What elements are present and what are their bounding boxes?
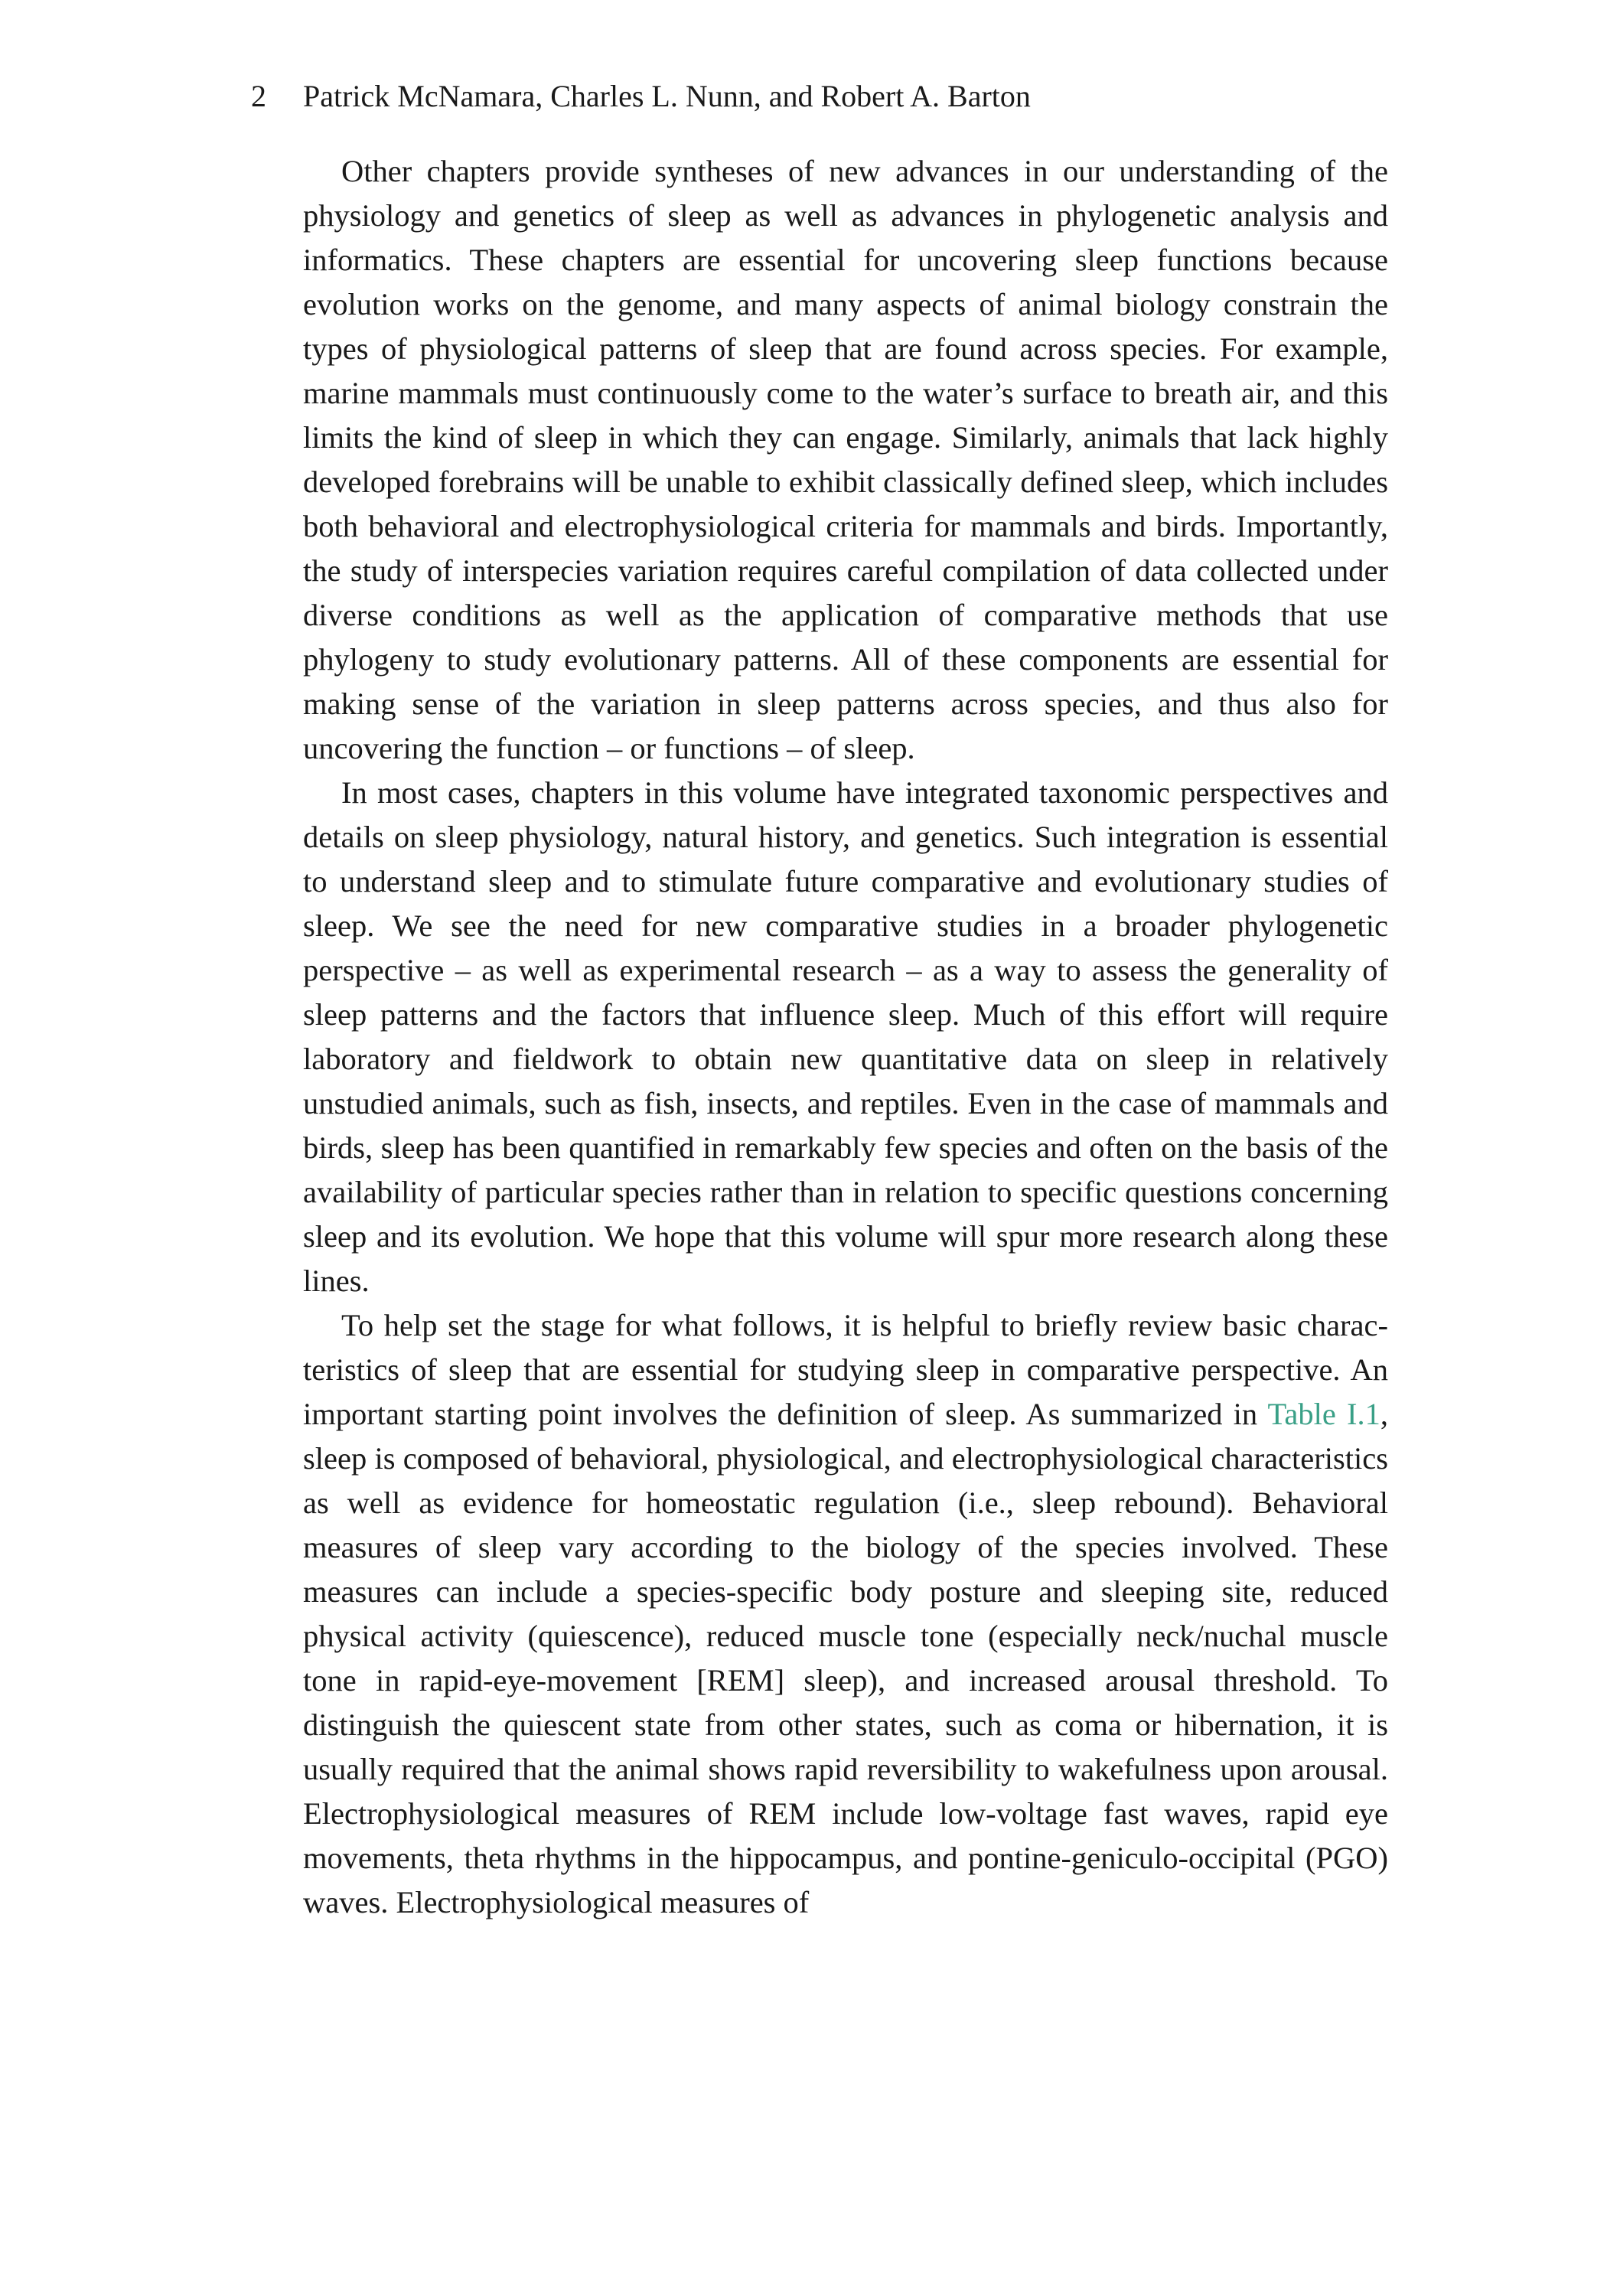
paragraph-3-text-before-link: To help set the stage for what follows, it is helpful to briefly review basic characteristics of sleep that are essential for studying sleep in comparative perspective. An important starting point involves the definition of sleep. As summarized in: [303, 1308, 1388, 1431]
page-number: 2: [251, 79, 266, 113]
running-head-authors: Patrick McNamara, Charles L. Nunn, and Robert A. Barton: [303, 79, 1031, 113]
paragraph-3: [303, 1303, 1388, 1925]
paragraph-3-text-after-link: , sleep is composed of behavioral, physiological, and electrophysiological characteristics as well as evidence for homeostatic regulation (i.e., sleep rebound). Behavioral measures of sleep vary according to the biology of the species involved. These measures can include a species-specific body posture and sleeping site, reduced physical activity (quiescence), reduced muscle tone (especially neck/nuchal muscle tone in rapid-eye-movement [REM] sleep), and increased arousal threshold. To distinguish the quiescent state from other states, such as coma or hibernation, it is usually required that the animal shows rapid reversibility to wakefulness upon arousal. Electrophysiological measures of REM include low-voltage fast waves, rapid eye movements, theta rhythms in the hippocampus, and pontine-geniculo-occipital (PGO) waves. Electrophysiological measures of: [303, 1397, 1388, 1919]
paragraph-2: In most cases, chapters in this volume have integrated taxonomic perspectives and details on sleep physiology, natural history, and genetics. Such integration is essential to understand sleep and to stimulate future comparative and evolutionary studies of sleep. We see the need for new comparative studies in a broader phylogenetic perspective – as well as experimental research – as a way to assess the generality of sleep patterns and the factors that influence sleep. Much of this effort will require laboratory and fieldwork to obtain new quantitative data on sleep in relatively unstudied animals, such as fish, insects, and reptiles. Even in the case of mammals and birds, sleep has been quantified in remarkably few species and often on the basis of the availability of particular species rather than in relation to specific questions concerning sleep and its evolution. We hope that this volume will spur more research along these lines.: [303, 775, 1388, 1298]
body-text: [303, 149, 1388, 1925]
running-head: [251, 77, 1399, 116]
table-reference-link[interactable]: Table I.1: [1267, 1397, 1380, 1431]
paragraph-1: Other chapters provide syntheses of new advances in our understanding of the physiology and genetics of sleep as well as advances in phylogenetic analysis and informatics. These chapters are essential for uncovering sleep functions because evolution works on the genome, and many aspects of animal biology constrain the types of physiological patterns of sleep that are found across species. For example, marine mammals must continuously come to the water’s surface to breath air, and this limits the kind of sleep in which they can engage. Similarly, animals that lack highly developed forebrains will be unable to exhibit classically defined sleep, which includes both behavioral and electrophysiological criteria for mammals and birds. Importantly, the study of interspecies variation requires careful compilation of data collected under diverse conditions as well as the application of comparative methods that use phylogeny to study evolutionary patterns. All of these components are essential for making sense of the variation in sleep patterns across species, and thus also for uncovering the function – or functions – of sleep.: [303, 154, 1388, 765]
